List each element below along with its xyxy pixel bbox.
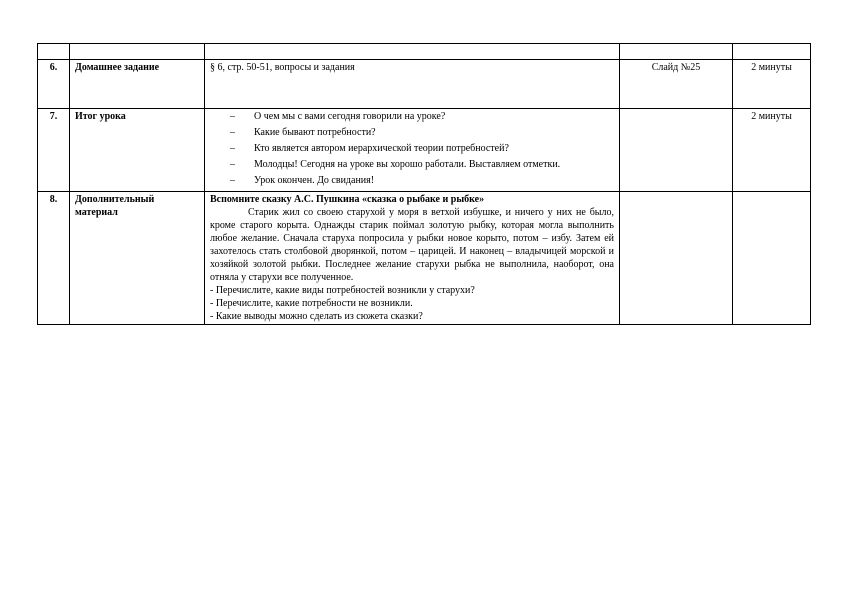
lesson-plan-table [37,43,811,325]
table-row-summary [38,109,811,192]
empty-cell [70,44,205,60]
stage-name: Итог урока [70,109,205,192]
empty-cell [733,192,811,325]
list-item: – Кто является автором иерархической теории потребностей? [230,142,614,155]
question-line: - Перечислите, какие виды потребностей возникли у старухи? [210,285,475,296]
empty-cell [620,192,733,325]
table-top-row [38,44,811,60]
empty-cell [38,44,70,60]
list-item: – Урок окончен. До свидания! [230,174,614,187]
extra-title: Вспомните сказку А.С. Пушкина «сказка о рыбаке и рыбке» [210,194,485,205]
resource-cell: Слайд №25 [620,60,733,109]
row-number: 6. [38,60,70,109]
stage-content [205,109,620,192]
empty-cell [733,44,811,60]
resource-cell [620,109,733,192]
question-line: - Перечислите, какие потребности не возникли. [210,298,413,309]
empty-cell [205,44,620,60]
stage-content [205,192,620,325]
question-line: - Какие выводы можно сделать из сюжета сказки? [210,311,423,322]
list-item: – О чем мы с вами сегодня говорили на уроке? [230,110,614,123]
time-cell: 2 минуты [733,60,811,109]
list-item: – Молодцы! Сегодня на уроке вы хорошо работали. Выставляем отметки. [230,158,614,171]
summary-question-list [210,110,614,187]
stage-name: Домашнее задание [70,60,205,109]
fairy-tale-summary: Старик жил со своею старухой у моря в ветхой избушке, и ничего у них не было, кроме старого корыта. Однажды старик поймал золотую рыбку, которая могла выполнить любое желание. Сначала старуха попросила у рыбки новое корыто, потом – избу. Затем ей захотелось стать столбовой дворянкой, потом – царицей. И наконец – владычицей морской и хозяйкой золотой рыбки. Последнее желание старухи рыбка не выполнила, наоборот, она отняла у старухи все полученное. [210,207,614,283]
empty-cell [620,44,733,60]
list-item: – Какие бывают потребности? [230,126,614,139]
stage-name: Дополнительный материал [70,192,205,325]
row-number: 7. [38,109,70,192]
stage-content: § 6, стр. 50-51, вопросы и задания [205,60,620,109]
table-row-extra-material [38,192,811,325]
time-cell: 2 минуты [733,109,811,192]
table-row-homework [38,60,811,109]
row-number: 8. [38,192,70,325]
